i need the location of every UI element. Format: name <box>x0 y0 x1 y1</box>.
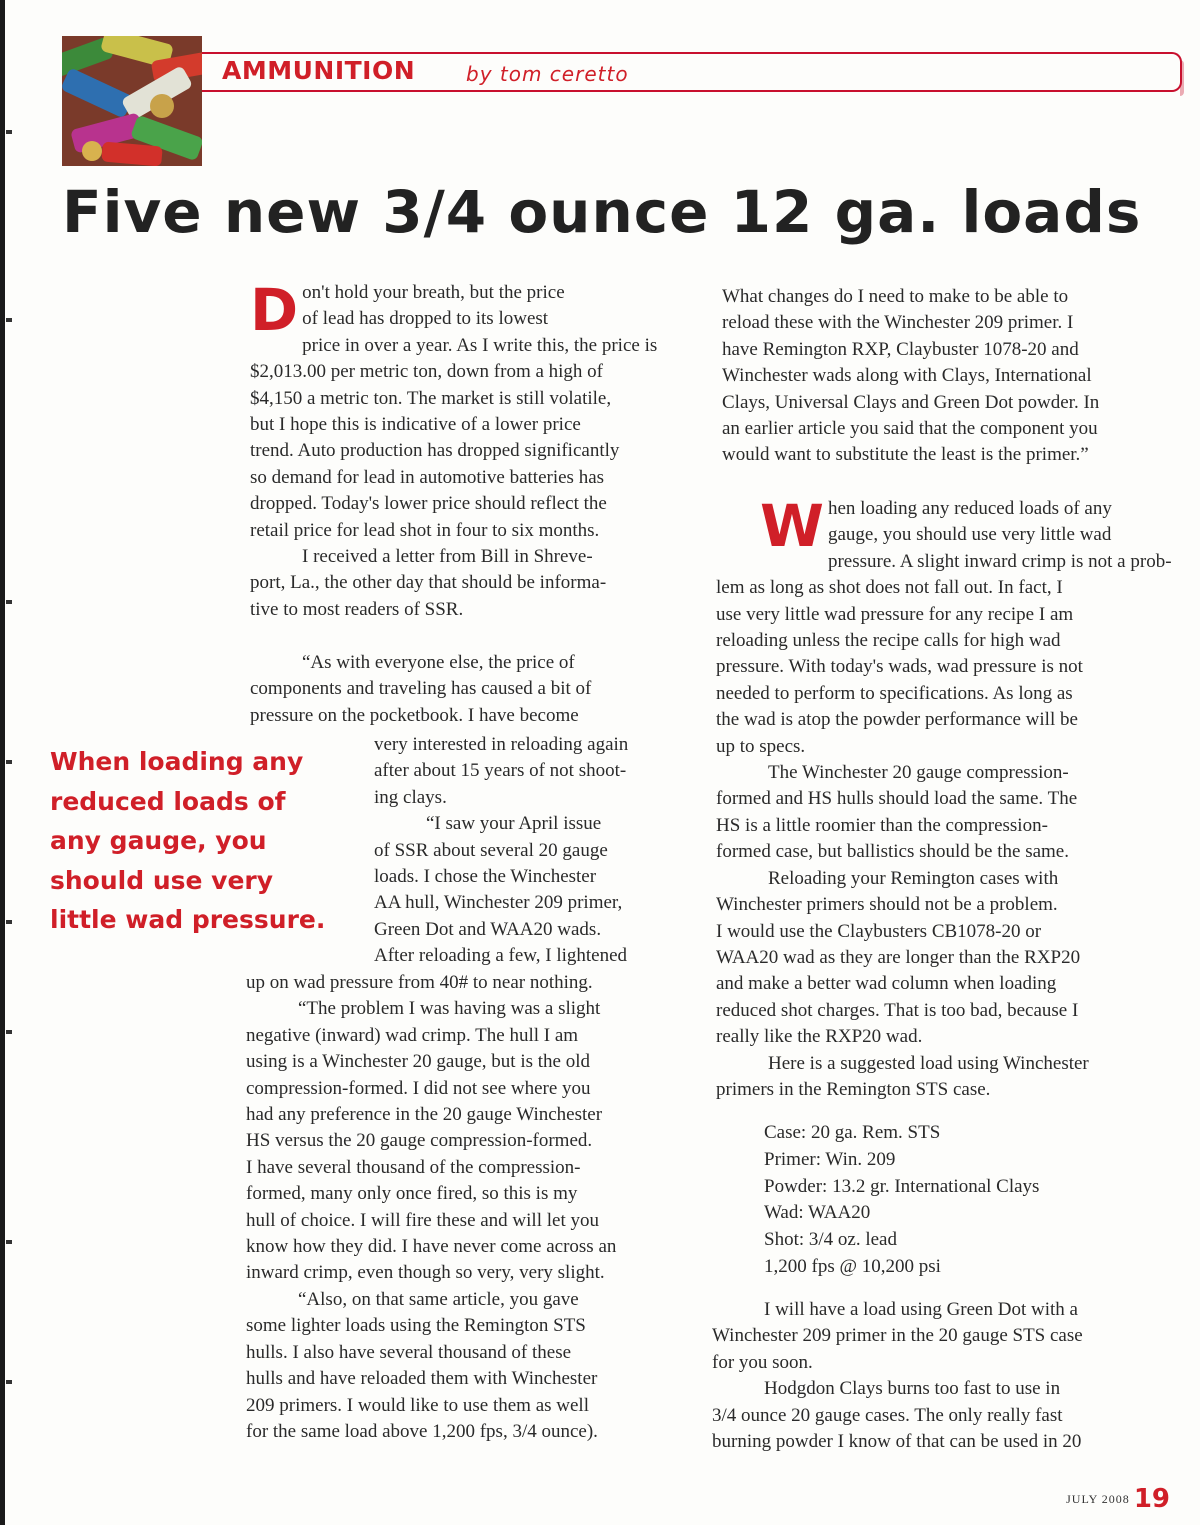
text-line: HS versus the 20 gauge compression-formed. <box>246 1130 593 1152</box>
text-line: trend. Auto production has dropped significantly <box>250 440 620 462</box>
load-recipe <box>714 1120 1180 1281</box>
recipe-line: Primer: Win. 209 <box>764 1148 896 1170</box>
text-line: an earlier article you said that the component you <box>722 418 1098 440</box>
text-line: up to specs. <box>716 735 806 757</box>
pull-quote-line: should use very <box>50 865 274 895</box>
text-line: gauge, you should use very little wad <box>827 524 1112 546</box>
binding-mark <box>6 760 12 764</box>
text-line: know how they did. I have never come across an <box>246 1236 617 1258</box>
text-line: Winchester primers should not be a problem. <box>716 894 1058 916</box>
text-line: After reloading a few, I lightened <box>374 945 628 967</box>
text-line: use very little wad pressure for any recipe I am <box>716 603 1074 625</box>
text-line: reduced shot charges. That is too bad, because I <box>716 999 1079 1021</box>
text-line: What changes do I need to make to be able to <box>722 286 1069 307</box>
binding-mark <box>6 920 12 924</box>
text-line: Green Dot and WAA20 wads. <box>374 918 602 940</box>
text-line: 209 primers. I would like to use them as well <box>246 1394 589 1416</box>
text-line: pressure. With today's wads, wad pressure is not <box>716 656 1083 678</box>
text-line: for the same load above 1,200 fps, 3/4 ounce). <box>246 1420 598 1442</box>
text-line: hulls. I also have several thousand of these <box>246 1341 572 1363</box>
column-2-answer <box>716 492 1182 1103</box>
text-line: “As with everyone else, the price of <box>302 651 575 673</box>
column-1-letter <box>246 970 706 1445</box>
text-line: really like the RXP20 wad. <box>716 1026 923 1048</box>
text-line: “The problem I was having was a slight <box>298 998 601 1020</box>
recipe-line: Shot: 3/4 oz. lead <box>764 1229 897 1251</box>
article-headline: Five new 3/4 ounce 12 ga. loads <box>62 178 1142 246</box>
text-line: “Also, on that same article, you gave <box>298 1288 579 1310</box>
text-line: components and traveling has caused a bit of <box>250 678 592 700</box>
text-line: after about 15 years of not shoot- <box>374 760 627 782</box>
pull-quote <box>50 742 370 940</box>
text-line: so demand for lead in automotive batteries has <box>250 466 605 488</box>
text-line: loads. I chose the Winchester <box>374 866 597 888</box>
binding-mark <box>6 318 12 322</box>
text-line: HS is a little roomier than the compression- <box>716 814 1048 836</box>
page-folio <box>1066 1484 1170 1514</box>
text-line: pressure. A slight inward crimp is not a prob- <box>827 550 1172 572</box>
text-line: hulls and have reloaded them with Winchester <box>246 1368 598 1390</box>
text-line <box>250 623 700 649</box>
binding-mark <box>6 600 12 604</box>
column-1-narrow <box>374 732 704 970</box>
recipe-line: Powder: 13.2 gr. International Clays <box>764 1175 1040 1197</box>
text-line: WAA20 wad as they are longer than the RXP20 <box>716 946 1081 968</box>
text-line: I would use the Claybusters CB1078-20 or <box>716 920 1042 942</box>
text-line: tive to most readers of SSR. <box>250 598 464 620</box>
text-line: inward crimp, even though so very, very slight. <box>246 1262 605 1284</box>
text-line: reloading unless the recipe calls for high wad <box>716 630 1061 652</box>
text-line: of SSR about several 20 gauge <box>374 839 608 861</box>
page-binding-edge <box>0 0 5 1525</box>
binding-mark <box>6 1380 12 1384</box>
column-2-closing <box>712 1297 1182 1455</box>
shotgun-shells-photo <box>62 36 202 166</box>
text-line: needed to perform to specifications. As long as <box>716 682 1073 704</box>
text-line: hull of choice. I will fire these and will let you <box>246 1209 599 1231</box>
text-line: burning powder I know of that can be used in 20 <box>712 1431 1082 1453</box>
recipe-line: Case: 20 ga. Rem. STS <box>764 1122 941 1143</box>
text-line: negative (inward) wad crimp. The hull I am <box>246 1024 579 1046</box>
section-label: AMMUNITION <box>222 56 416 85</box>
text-line: port, La., the other day that should be informa- <box>250 572 607 594</box>
text-line: retail price for lead shot in four to six months. <box>250 519 600 541</box>
binding-mark <box>6 1030 12 1034</box>
text-line: on't hold your breath, but the price <box>302 282 565 303</box>
text-line: have Remington RXP, Claybuster 1078-20 and <box>722 338 1079 360</box>
text-line: would want to substitute the least is the primer.” <box>722 444 1089 466</box>
text-line: The Winchester 20 gauge compression- <box>768 762 1069 784</box>
text-line: I have several thousand of the compression- <box>246 1156 581 1178</box>
text-line: ing clays. <box>374 786 447 808</box>
text-line: Reloading your Remington cases with <box>768 867 1059 889</box>
text-line: price in over a year. As I write this, the price is <box>302 334 658 356</box>
text-line: had any preference in the 20 gauge Winchester <box>246 1104 603 1126</box>
pull-quote-line: reduced loads of <box>50 786 286 816</box>
text-line: formed and HS hulls should load the same. The <box>716 788 1078 810</box>
pull-quote-line: little wad pressure. <box>50 905 326 934</box>
author-byline: by tom ceretto <box>466 62 629 86</box>
issue-date: JULY 2008 <box>1066 1492 1130 1506</box>
text-line: and make a better wad column when loading <box>716 973 1057 995</box>
column-2-letter-end <box>722 284 1182 469</box>
binding-mark <box>6 1240 12 1244</box>
recipe-line: 1,200 fps @ 10,200 psi <box>764 1255 941 1277</box>
recipe-line: Wad: WAA20 <box>764 1202 871 1224</box>
pull-quote-line: any gauge, you <box>50 826 267 855</box>
text-line: using is a Winchester 20 gauge, but is the old <box>246 1051 590 1073</box>
text-line: formed case, but ballistics should be the same. <box>716 841 1069 863</box>
text-line: very interested in reloading again <box>374 734 629 755</box>
text-line: of lead has dropped to its lowest <box>302 308 549 330</box>
text-line: 3/4 ounce 20 gauge cases. The only really fast <box>712 1404 1063 1426</box>
text-line: dropped. Today's lower price should reflect the <box>250 493 607 515</box>
drop-cap: W <box>760 492 824 560</box>
text-line: hen loading any reduced loads of any <box>827 498 1112 519</box>
pull-quote-line: When loading any <box>50 747 304 776</box>
text-line: I received a letter from Bill in Shreve- <box>302 546 593 568</box>
text-line: I will have a load using Green Dot with a <box>764 1299 1078 1320</box>
text-line: Winchester wads along with Clays, International <box>722 365 1092 387</box>
text-line: Hodgdon Clays burns too fast to use in <box>764 1378 1061 1400</box>
text-line: pressure on the pocketbook. I have become <box>250 704 579 726</box>
text-line: formed, many only once fired, so this is my <box>246 1183 578 1205</box>
text-line: $2,013.00 per metric ton, down from a high of <box>250 361 604 383</box>
text-line: but I hope this is indicative of a lower price <box>250 414 581 436</box>
text-line: the wad is atop the powder performance will be <box>716 709 1078 731</box>
text-line: lem as long as shot does not fall out. In fact, I <box>716 577 1063 599</box>
page-number: 19 <box>1133 1484 1170 1514</box>
text-line: compression-formed. I did not see where you <box>246 1077 591 1099</box>
text-line: Here is a suggested load using Winchester <box>768 1052 1089 1074</box>
binding-mark <box>6 130 12 134</box>
text-line: up on wad pressure from 40# to near nothing. <box>246 972 593 993</box>
text-line: Clays, Universal Clays and Green Dot powder. In <box>722 391 1100 413</box>
text-line: Winchester 209 primer in the 20 gauge STS case <box>712 1325 1083 1347</box>
column-1-intro <box>250 276 700 729</box>
text-line: “I saw your April issue <box>426 813 602 835</box>
text-line: for you soon. <box>712 1351 813 1373</box>
text-line: primers in the Remington STS case. <box>716 1078 991 1100</box>
text-line: reload these with the Winchester 209 primer. I <box>722 312 1074 334</box>
text-line: $4,150 a metric ton. The market is still volatile, <box>250 387 612 409</box>
text-line: AA hull, Winchester 209 primer, <box>374 892 623 914</box>
drop-cap: D <box>250 276 299 344</box>
text-line: some lighter loads using the Remington STS <box>246 1315 586 1337</box>
